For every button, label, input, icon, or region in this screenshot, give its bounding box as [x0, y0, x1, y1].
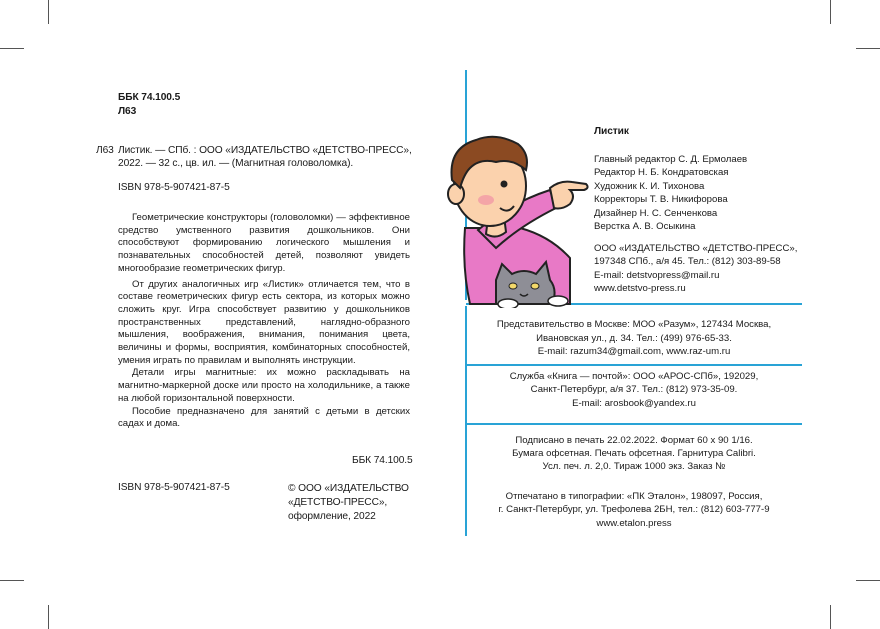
isbn: ISBN 978-5-907421-87-5 [118, 182, 230, 193]
copyright-line: «ДЕТСТВО-ПРЕСС», [288, 497, 388, 508]
author-code-margin: Л63 [96, 145, 114, 156]
print-line: Усл. печ. л. 2,0. Тираж 1000 экз. Заказ № [542, 461, 726, 473]
copyright-line: оформление, 2022 [288, 511, 376, 522]
print-line: Подписано в печать 22.02.2022. Формат 60 х 90 1/16. [515, 435, 753, 446]
moscow-office [470, 318, 798, 359]
printed-line: www.etalon.press [596, 517, 672, 529]
credit-line: Корректоры Т. В. Никифорова [594, 194, 728, 206]
printed-line: Отпечатано в типографии: «ПК Эталон», 198097, Россия, [505, 491, 763, 502]
mail-order-service [470, 370, 798, 410]
copyright-line: © ООО «ИЗДАТЕЛЬСТВО [288, 483, 409, 494]
publisher-website: www.detstvo-press.ru [594, 283, 686, 295]
credit-line: Верстка А. В. Осыкина [594, 221, 696, 233]
moscow-line: Представительство в Москве: МОО «Разум», 127434 Москва, [496, 319, 772, 330]
crop-mark [48, 0, 49, 24]
publisher-line: 197348 СПб., а/я 45. Тел.: (812) 303-89-58 [594, 256, 781, 268]
credits [594, 153, 747, 233]
moscow-line: Ивановская ул., д. 34. Тел.: (499) 976-65-33. [536, 332, 732, 344]
bibliographic-record [118, 145, 418, 170]
moscow-line: E-mail: razum34@gmail.com, www.raz-um.ru [537, 346, 731, 358]
crop-mark [0, 580, 24, 581]
book-title: Листик [594, 126, 629, 137]
bbk-code: ББК 74.100.5 [118, 92, 181, 103]
publisher-email: E-mail: detstvopress@mail.ru [594, 269, 720, 281]
printed-line: г. Санкт-Петербург, ул. Трефолева 2БН, тел.: (812) 603-777-9 [498, 504, 770, 516]
service-line: Санкт-Петербург, а/я 37. Тел.: (812) 973-35-09. [530, 384, 738, 396]
publisher-line: ООО «ИЗДАТЕЛЬСТВО «ДЕТСТВО-ПРЕСС», [594, 243, 798, 254]
crop-mark [856, 48, 880, 49]
boy-with-cat-illustration [400, 118, 590, 308]
credit-line: Дизайнер Н. С. Сенченкова [594, 207, 718, 219]
crop-mark [0, 48, 24, 49]
credit-line: Главный редактор С. Д. Ермолаев [594, 154, 748, 165]
print-line: Бумага офсетная. Печать офсетная. Гарнитура Calibri. [512, 448, 756, 460]
annotation-paragraph: Пособие предназначено для занятий с детьми в детских садах и дома. [118, 405, 410, 430]
credit-line: Художник К. И. Тихонова [594, 180, 705, 192]
crop-mark [856, 580, 880, 581]
annotation-paragraph: Детали игры магнитные: их можно раскладывать на магнитно-маркерной доске или просто на холодильнике, а также на любой горизонтальной поверхности. [118, 367, 410, 404]
crop-mark [48, 605, 49, 629]
publisher-info [594, 242, 797, 296]
print-details [470, 434, 798, 474]
section-divider [568, 303, 802, 305]
service-line: Служба «Книга — почтой»: ООО «АРОС-СПб», 192029, [509, 371, 759, 382]
annotation-paragraph: От других аналогичных игр «Листик» отличается тем, что в составе геометрических фигур есть сектора, из которых можно сложить круг. Игра способствует развитию у дошкольников пространственных представлений, наглядно-образного мышления, воображения, внимания, понимания цвета, величины и формы, восприятия, комбинаторных способностей, умения играть по правилам и выполнять инструкции. [118, 278, 410, 366]
annotation-paragraph: Геометрические конструкторы (головоломки) — эффективное средство умственного развития дошкольников. Они способствуют формированию логического мышления и познавательных способностей детей, позволяют увидеть многообразие геометрических фигур. [118, 212, 410, 274]
biblio-line: 2022. — 32 с., цв. ил. — (Магнитная головоломка). [118, 157, 354, 169]
copyright [288, 482, 409, 524]
credit-line: Редактор Н. Б. Кондратовская [594, 167, 729, 179]
bbk-code-bottom: ББК 74.100.5 [352, 455, 413, 466]
crop-mark [830, 605, 831, 629]
biblio-line: Листик. — СПб. : ООО «ИЗДАТЕЛЬСТВО «ДЕТСТВО-ПРЕСС», [118, 145, 412, 156]
crop-mark [830, 0, 831, 24]
section-divider [466, 423, 802, 425]
section-divider [466, 364, 802, 366]
printing-house [466, 490, 802, 530]
author-code: Л63 [118, 106, 137, 117]
isbn-bottom: ISBN 978-5-907421-87-5 [118, 482, 230, 493]
service-line: E-mail: arosbook@yandex.ru [572, 397, 696, 409]
annotation [118, 212, 410, 431]
